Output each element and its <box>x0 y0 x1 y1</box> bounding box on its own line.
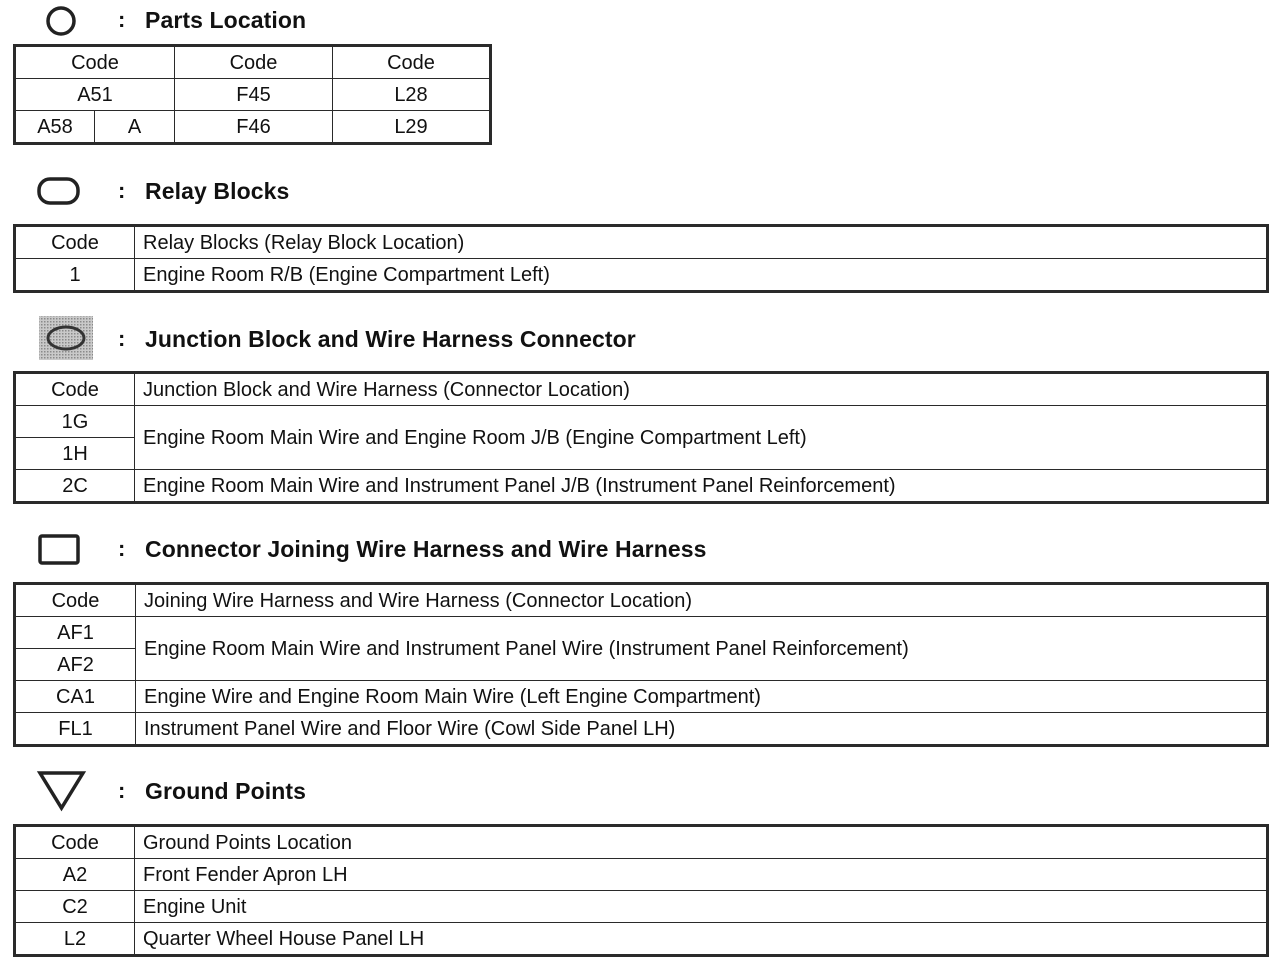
separator: : <box>118 536 126 561</box>
square-symbol-icon <box>37 533 81 567</box>
header-cell: Code <box>15 226 135 259</box>
code-cell: C2 <box>15 891 135 923</box>
code-cell: L29 <box>333 111 491 144</box>
rounded-rect-symbol-icon <box>36 175 82 207</box>
junction-block-heading <box>0 319 1280 359</box>
location-cell: Instrument Panel Wire and Floor Wire (Cowl Side Panel LH) <box>136 713 1268 746</box>
header-cell: Code <box>15 46 175 79</box>
parts-location-heading <box>0 0 1280 40</box>
table-row <box>15 617 1268 649</box>
code-cell: 1G <box>15 406 135 438</box>
parts-location-table <box>13 44 492 145</box>
section-title: Junction Block and Wire Harness Connector <box>145 326 636 352</box>
code-cell: FL1 <box>15 713 136 746</box>
header-cell: Code <box>15 373 135 406</box>
separator: : <box>118 326 126 351</box>
code-cell: 1 <box>15 259 135 292</box>
table-row <box>15 891 1268 923</box>
header-cell: Joining Wire Harness and Wire Harness (Connector Location) <box>136 584 1268 617</box>
table-header-row <box>15 46 491 79</box>
separator: : <box>118 178 126 203</box>
connector-joining-heading <box>0 529 1280 569</box>
relay-blocks-table <box>13 224 1269 293</box>
code-cell: A51 <box>15 79 175 111</box>
table-row <box>15 111 491 144</box>
header-cell: Code <box>15 826 135 859</box>
header-cell: Relay Blocks (Relay Block Location) <box>135 226 1268 259</box>
code-cell: AF1 <box>15 617 136 649</box>
table-row <box>15 79 491 111</box>
shaded-oval-symbol-icon <box>38 315 94 361</box>
header-cell: Code <box>175 46 333 79</box>
table-row <box>15 681 1268 713</box>
section-title: Parts Location <box>145 7 307 33</box>
code-cell: A <box>95 111 175 144</box>
separator: : <box>118 778 126 803</box>
code-cell: 1H <box>15 438 135 470</box>
code-cell: A2 <box>15 859 135 891</box>
connector-joining-table <box>13 582 1269 747</box>
code-cell: AF2 <box>15 649 136 681</box>
code-cell: CA1 <box>15 681 136 713</box>
triangle-symbol-icon <box>36 769 88 813</box>
code-cell: A58 <box>15 111 95 144</box>
ground-points-table <box>13 824 1269 957</box>
code-cell: F45 <box>175 79 333 111</box>
junction-block-table <box>13 371 1269 504</box>
table-header-row <box>15 826 1268 859</box>
header-cell: Ground Points Location <box>135 826 1268 859</box>
table-row <box>15 470 1268 503</box>
ground-points-heading <box>0 771 1280 811</box>
location-cell: Engine Unit <box>135 891 1268 923</box>
table-row <box>15 259 1268 292</box>
location-cell: Quarter Wheel House Panel LH <box>135 923 1268 956</box>
table-row <box>15 859 1268 891</box>
section-title: Relay Blocks <box>145 178 290 204</box>
location-cell: Engine Room Main Wire and Engine Room J/B (Engine Compartment Left) <box>135 406 1268 470</box>
header-cell: Junction Block and Wire Harness (Connector Location) <box>135 373 1268 406</box>
table-row <box>15 406 1268 438</box>
table-row <box>15 713 1268 746</box>
table-header-row <box>15 584 1268 617</box>
code-cell: L28 <box>333 79 491 111</box>
table-row <box>15 923 1268 956</box>
location-cell: Engine Room Main Wire and Instrument Panel Wire (Instrument Panel Reinforcement) <box>136 617 1268 681</box>
location-cell: Engine Wire and Engine Room Main Wire (Left Engine Compartment) <box>136 681 1268 713</box>
code-cell: 2C <box>15 470 135 503</box>
table-header-row <box>15 226 1268 259</box>
location-cell: Front Fender Apron LH <box>135 859 1268 891</box>
header-cell: Code <box>15 584 136 617</box>
circle-symbol-icon <box>44 4 78 38</box>
location-cell: Engine Room Main Wire and Instrument Panel J/B (Instrument Panel Reinforcement) <box>135 470 1268 503</box>
relay-blocks-heading <box>0 171 1280 211</box>
separator: : <box>118 7 126 32</box>
code-cell: F46 <box>175 111 333 144</box>
section-title: Ground Points <box>145 778 307 804</box>
table-header-row <box>15 373 1268 406</box>
header-cell: Code <box>333 46 491 79</box>
code-cell: L2 <box>15 923 135 956</box>
location-cell: Engine Room R/B (Engine Compartment Left) <box>135 259 1268 292</box>
section-title: Connector Joining Wire Harness and Wire Harness <box>145 536 707 562</box>
